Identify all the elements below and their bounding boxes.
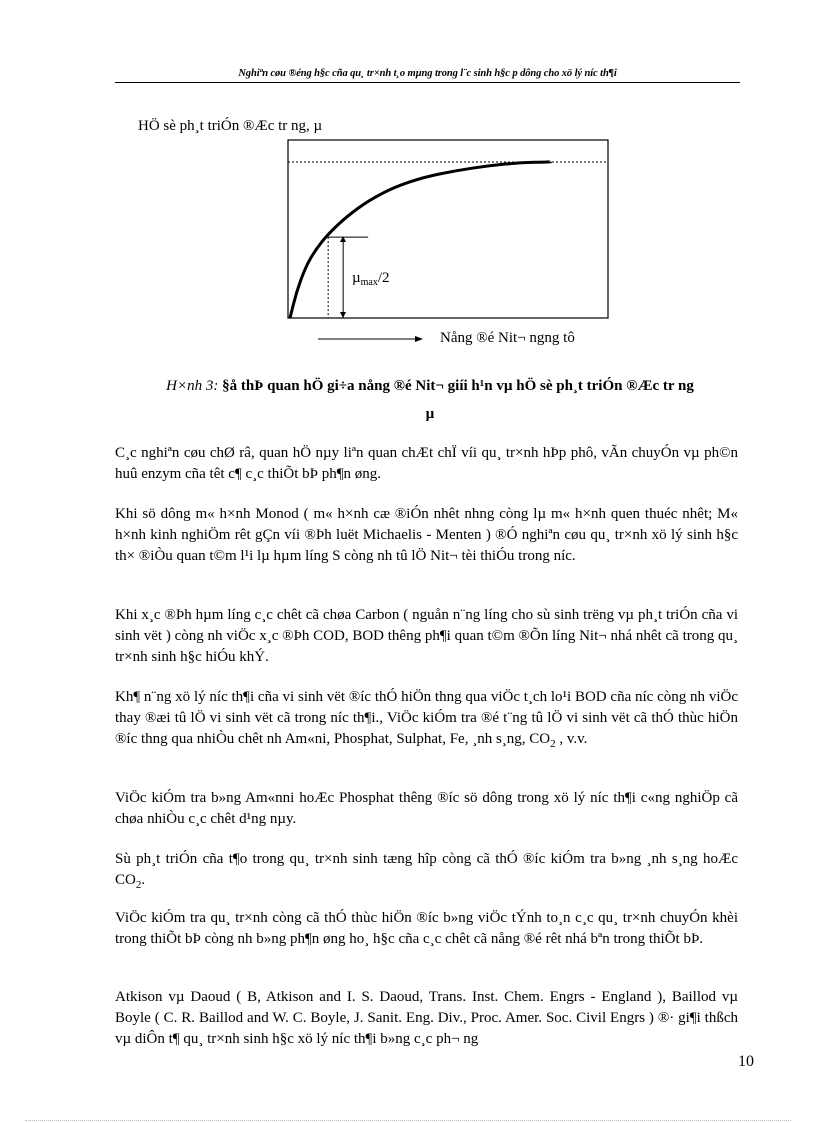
paragraph-5: ViÖc kiÓm tra b»ng Am«nni hoÆc Phosphat thêng ®íc sö dông trong xö lý níc th¶i c«ng nghiÖp cã chøa nhiÒu c¸c chêt d¹ng nµy.: [115, 790, 738, 827]
paragraph-4-text: Kh¶ n¨ng xö lý níc th¶i cña vi sinh vët ®íc thÓ hiÖn thng qua viÖc t¸ch lo¹i BOD cña níc còng nh viÖc thay ®æi tû lÖ vi sinh vët cã trong níc th¶i., ViÖc kiÓm tra ®é t¨ng tû lÖ vi sinh vët cã thÓ thùc hiÖn ®íc thng qua nhiÒu chêt nh Am«ni, Phosphat, Sulphat, Fe, ¸nh s¸ng, CO: [115, 689, 738, 747]
half-max-label: µ$_{max}$/2: [352, 270, 390, 288]
paragraph-2: Khi sö dông m« h×nh Monod ( m« h×nh cæ ®iÓn nhêt nhng còng lµ m« h×nh quen thuéc nhêt; M« h×nh kinh nghiÖm rêt gÇn víi ®Þh luët Michaelis - Menten ) ®Ó nghiªn cøu qu¸ tr×nh xö lý sinh h§c th× ®iÒu quan t©m l¹i lµ hµm líng S còng nh tû lÖ Nit¬ tèi thiÓu trong níc.: [115, 506, 738, 564]
bracket-arrow-bottom: [340, 312, 346, 318]
paragraph-7: ViÖc kiÓm tra qu¸ tr×nh còng cã thÓ thùc hiÖn ®íc b»ng viÖc tÝnh to¸n c¸c qu¸ tr×nh chuyÓn khèi trong thiÕt bÞ còng nh b»ng ph¶n øng ho¸ h§c cña c¸c chêt cã nång ®é rêt nhá bªn trong thiÕt bÞ.: [115, 910, 738, 947]
y-axis-label: HÖ sè ph¸t triÓn ®Æc tr ng, µ: [138, 118, 323, 134]
figure-caption: [110, 372, 750, 428]
x-axis-arrow-head: [415, 336, 423, 342]
bottom-dotted-border: [25, 1120, 791, 1121]
paragraph-4: [115, 687, 738, 755]
paragraph-4-tail: , v.v.: [555, 731, 588, 747]
paragraph-8: Atkison vµ Daoud ( B, Atkison and I. S. Daoud, Trans. Inst. Chem. Engrs - England ), Baillod vµ Boyle ( C. R. Baillod and W. C. Boyle, J. Sanit. Eng. Div., Proc. Amer. Soc. Civil Engrs ) ®· gi¶i thßch vµ diÔn t¶ qu¸ tr×nh sinh h§c xö lý níc th¶i b»ng c¸c ph¬ ng: [115, 989, 738, 1047]
chart: [0, 0, 816, 360]
co2-subscript: 2: [550, 738, 556, 750]
paragraph-6-tail: .: [141, 872, 146, 888]
figure-number: H×nh 3:: [166, 378, 219, 394]
caption-mu: µ: [425, 406, 435, 422]
co2-subscript: 2: [135, 879, 142, 891]
paragraph-6: [115, 849, 738, 896]
x-axis-label: Nång ®é Nit¬ ngng tô: [440, 330, 575, 346]
paragraph-6-text: Sù ph¸t triÓn cña t¶o trong qu¸ tr×nh sinh tæng hîp còng cã thÓ ®íc kiÓm tra b»ng ¸nh s¸ng hoÆc CO: [115, 851, 738, 888]
paragraph-1: C¸c nghiªn cøu chØ râ, quan hÖ nµy liªn quan chÆt chÏ víi qu¸ tr×nh hÞp phô, vÃn chuyÓn vµ ph©n huû enzym cña têt c¶ c¸c thiÕt bÞ ph¶n øng.: [115, 445, 738, 482]
page-number: 10: [738, 1053, 754, 1070]
chart-frame: [288, 140, 608, 318]
caption-text: §å thÞ quan hÖ gi÷a nång ®é Nit¬ giíi h¹n vµ hÖ sè ph¸t triÓn ®Æc tr ng: [222, 378, 694, 394]
saturation-curve: [290, 162, 551, 318]
running-header: Nghiªn cøu ®éng h§c cña qu¸ tr×nh t¸o mµng trong l¨c sinh h§c p dông cho xö lý níc th¶i: [238, 68, 617, 79]
paragraph-3: Khi x¸c ®Þh hµm líng c¸c chêt cã chøa Carbon ( nguån n¨ng líng cho sù sinh trëng vµ ph¸t triÓn cña vi sinh vët ) còng nh viÖc x¸c ®Þh COD, BOD thêng ph¶i quan t©m ®Õn líng Nit¬ nhá nhêt cã trong qu¸ tr×nh sinh h§c hiÓu khÝ.: [115, 607, 738, 665]
